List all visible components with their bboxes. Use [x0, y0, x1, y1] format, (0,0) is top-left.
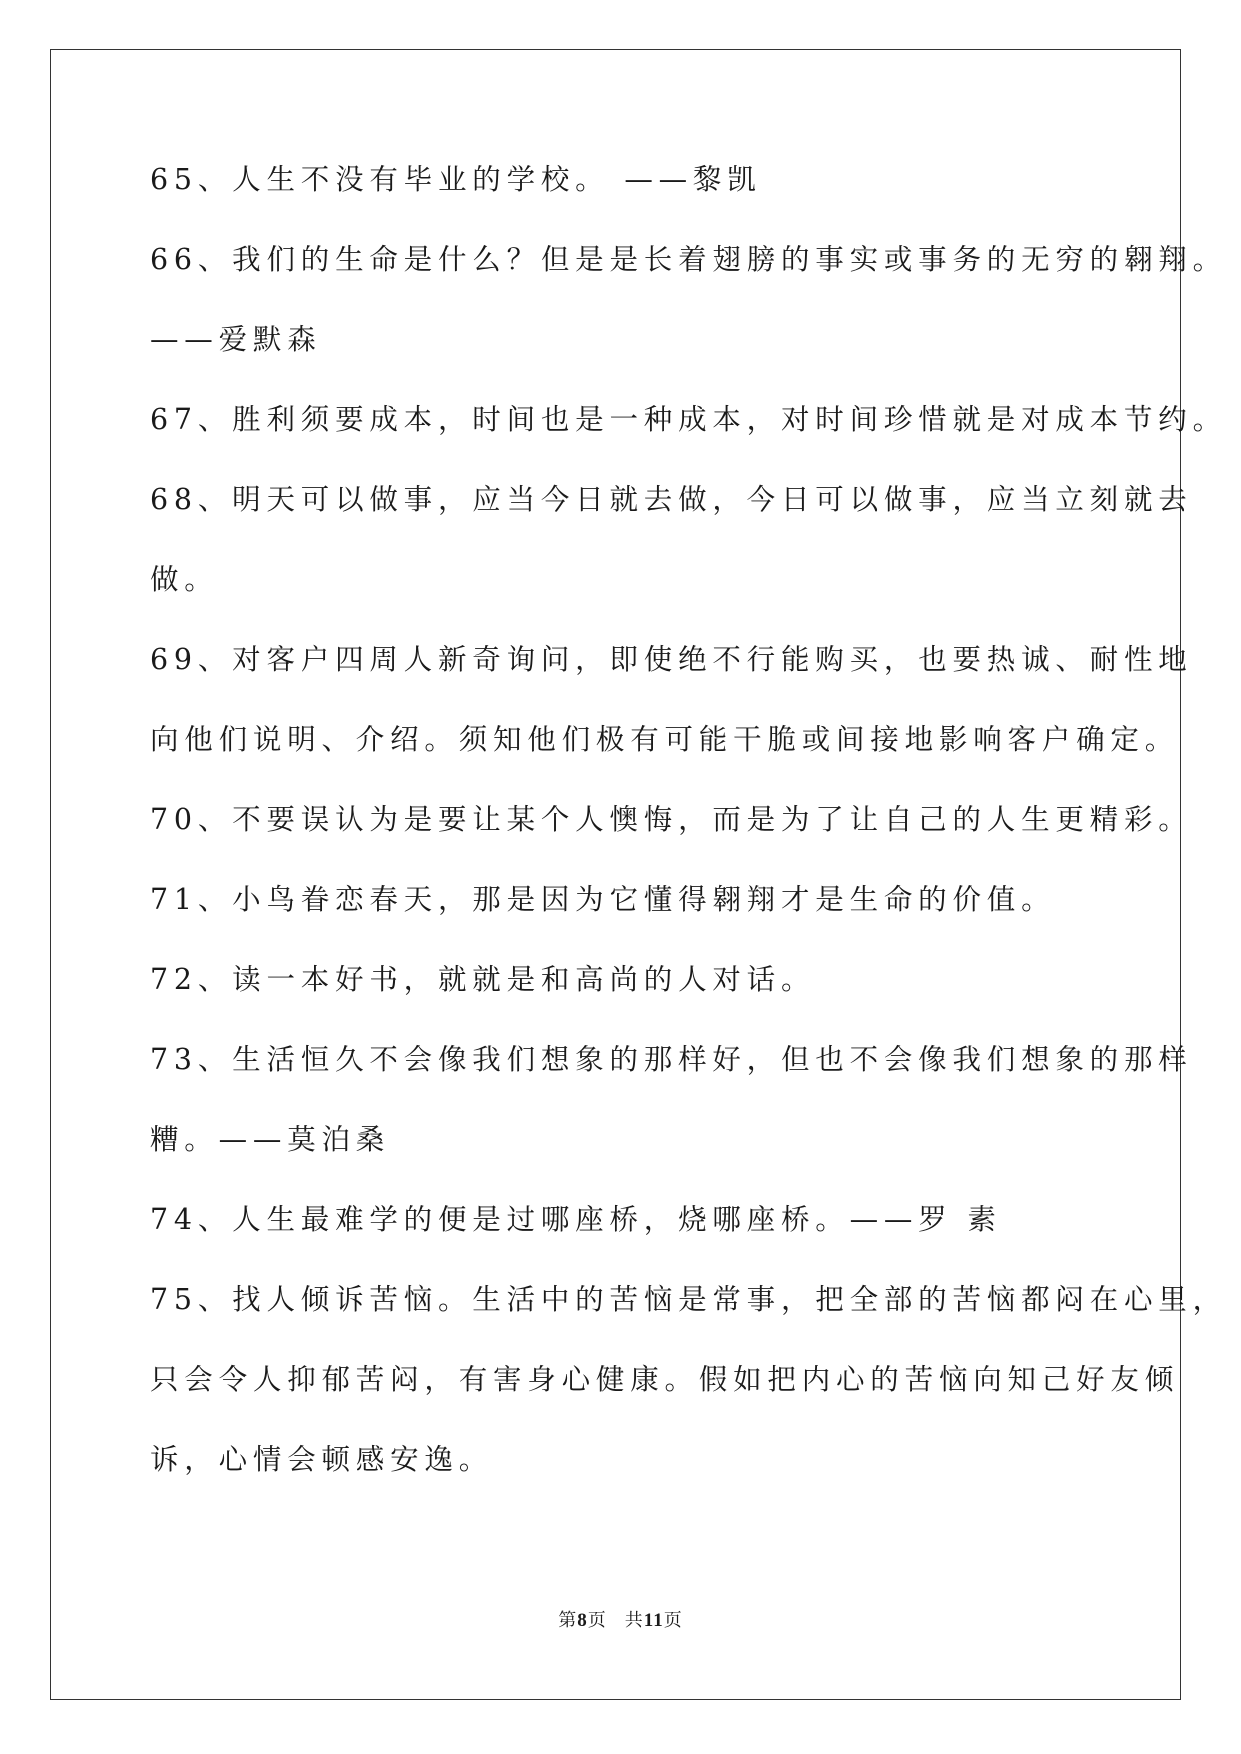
- footer-prefix: 第: [558, 1610, 578, 1631]
- document-body: [150, 160, 1227, 1480]
- text-line: 65、人生不没有毕业的学校。 ——黎凯: [150, 163, 762, 196]
- text-line: 75、找人倾诉苦恼。生活中的苦恼是常事，把全部的苦恼都闷在心里，: [150, 1283, 1227, 1316]
- footer-total-prefix: 共: [624, 1610, 644, 1631]
- page-number: 8: [577, 1610, 588, 1631]
- total-pages: 11: [643, 1610, 664, 1631]
- text-line: 71、小鸟眷恋春天，那是因为它懂得翱翔才是生命的价值。: [150, 883, 1056, 916]
- text-line: 向他们说明、介绍。须知他们极有可能干脆或间接地影响客户确定。: [150, 723, 1180, 756]
- footer-total-suffix: 页: [663, 1610, 683, 1631]
- text-line: 做。: [150, 563, 219, 596]
- text-line: 糟。——莫泊桑: [150, 1123, 391, 1156]
- text-line: 74、人生最难学的便是过哪座桥，烧哪座桥。——罗 素: [150, 1203, 1002, 1236]
- text-line: 66、我们的生命是什么？但是是长着翅膀的事实或事务的无穷的翱翔。: [150, 243, 1227, 276]
- text-line: 只会令人抑郁苦闷，有害身心健康。假如把内心的苦恼向知己好友倾: [150, 1363, 1180, 1396]
- text-line: 67、胜利须要成本，时间也是一种成本，对时间珍惜就是对成本节约。: [150, 403, 1227, 436]
- text-line: 73、生活恒久不会像我们想象的那样好，但也不会像我们想象的那样: [150, 1043, 1193, 1076]
- text-line: 68、明天可以做事，应当今日就去做，今日可以做事，应当立刻就去: [150, 483, 1193, 516]
- footer-page-suffix: 页: [587, 1610, 607, 1631]
- text-line: 诉，心情会顿感安逸。: [150, 1443, 494, 1476]
- text-line: 69、对客户四周人新奇询问，即使绝不行能购买，也要热诚、耐性地: [150, 643, 1193, 676]
- text-line: ——爱默森: [150, 323, 322, 356]
- text-line: 72、读一本好书，就就是和高尚的人对话。: [150, 963, 816, 996]
- page-footer: [0, 1606, 1241, 1632]
- text-line: 70、不要误认为是要让某个人懊悔，而是为了让自己的人生更精彩。: [150, 803, 1193, 836]
